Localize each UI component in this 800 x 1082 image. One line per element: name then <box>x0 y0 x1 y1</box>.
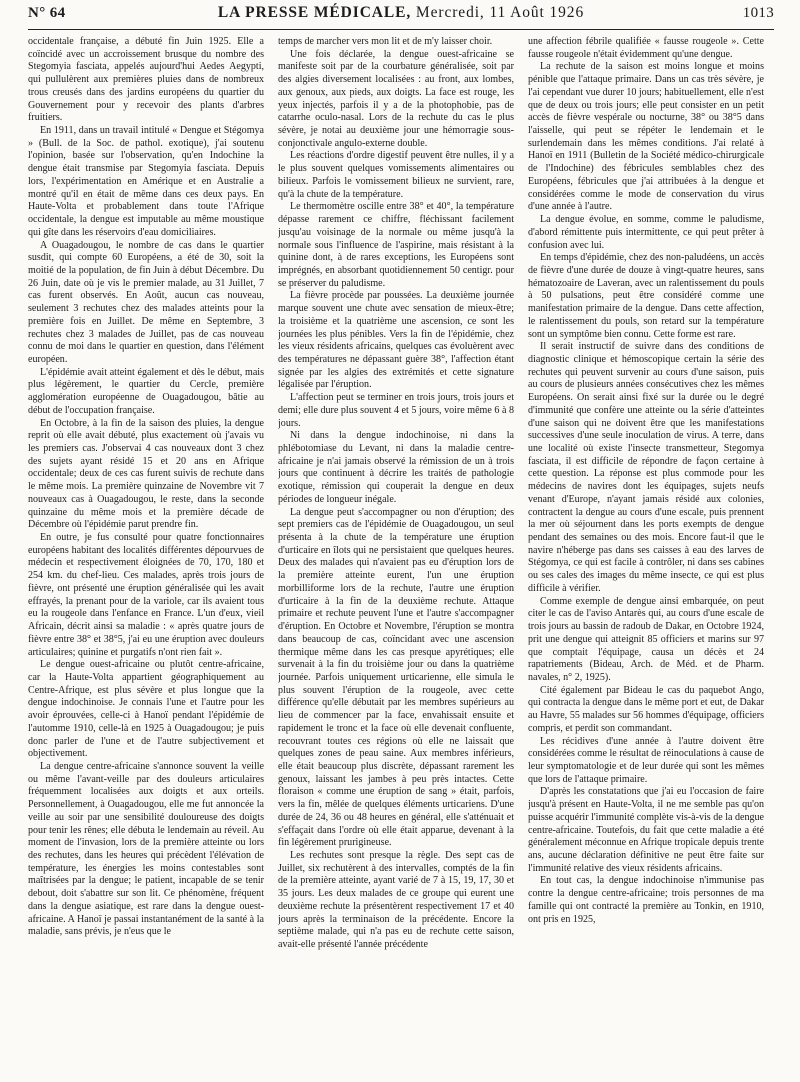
paragraph: L'affection peut se terminer en trois jours, trois jours et demi; elle dure plus souvent 4 et 5 jours, voire même 6 à 8 jours. <box>278 392 514 429</box>
page-number: 1013 <box>742 5 774 21</box>
paragraph: Le dengue ouest-africaine ou plutôt centre-africaine, car la Haute-Volta appartient géographiquement au Centre-Afrique, est plus sévère et plus longue que la dengue indochinoise. Je connais l'une et l'autre pour les avoir éprouvées, celle-ci à Hanoï pendant l'épidémie de l'automme 1910, celle-là en 1925 à Ouagadougou; je puis donc parler de l'une et de l'autre subjectivement et objectivement. <box>28 659 264 760</box>
paragraph: A Ouagadougou, le nombre de cas dans le quartier susdit, qui compte 60 Européens, a été de 30, soit la moitié de la population, de fin Juin à début Décembre. Du 26 Juin, date où je vis le premier malade, au 31 Juillet, 7 cas furent observés. En Août, aucun cas nouveau, seulement 3 rechutes chez des malades atteints pour la première fois en Juillet. De même en Septembre, 3 rechutes chez 3 malades de Juillet, pas de cas nouveau connu de moi dans le quartier en question, dans l'élément européen. <box>28 239 264 365</box>
text-column-1 <box>28 36 264 1076</box>
article-body <box>28 36 774 1076</box>
paragraph: Cité également par Bideau le cas du paquebot Ango, qui contracta la dengue dans le même port et eut, de Dakar au Havre, 55 malades sur 56 hommes d'équipage, officiers compris, et perdit son commandant. <box>528 684 764 734</box>
paragraph: D'après les constatations que j'ai eu l'occasion de faire jusqu'à présent en Haute-Volta, il ne me semble pas qu'on puisse acquérir l'immunité complète vis-à-vis de la dengue centre-africaine. Toutefois, du fait que cette maladie a été généralement méconnue en Afrique tropicale depuis trente ans, aucune déclaration définitive ne peut être faite sur l'immunité relative des vieux résidents africains. <box>528 786 764 874</box>
paragraph: L'épidémie avait atteint également et dès le début, mais plus légèrement, le quartier du Cercle, première agglomération européenne de Ouagadougou, bâtie au début de l'occupation française. <box>28 366 264 416</box>
text-column-2 <box>278 36 514 1076</box>
paragraph: La dengue peut s'accompagner ou non d'éruption; des sept premiers cas de l'épidémie de Ouagadougou, un seul présenta à la chute de la température une éruption d'urticaire en îlots qui ne persistaient que quelques heures. Deux des malades qui n'avaient pas eu d'éruption lors de la première atteinte eurent, l'un une éruption morbilliforme lors de la rechute, l'autre une éruption d'urticaire à la fin de la deuxième rechute. Attaque primaire et rechute peuvent l'une et l'autre s'accompagner d'éruption. En Octobre et Novembre, l'éruption se montra dans beaucoup de cas, coïncidant avec une ascension thermique même dans les cas presque apyrétiques; elle survenait à la fin du troisième jour ou dans la quatrième journée. Parfois uniquement urticarienne, elle simula le plus souvent l'éruption de la rougeole, avec cette différence qu'elle débutait par les membres supérieurs au lieu de commencer par la face, envahissait ensuite et rapidement le tronc et la face où elle devenait confluente, recouvrant toutes ces régions où elle ne laissait que quelques zones de peau saine. Aux membres inférieurs, elle était beaucoup plus discrète, dépassant rarement les genoux, laissant les jambes à peu près intactes. Cette floraison « comme une éruption de sang » était, parfois, vers la fin, mêlée de quelques éléments urticariens. D'une durée de 24, 36 ou 48 heures en général, elle s'atténuait et s'effaçait dans l'ordre où elle était apparue, devenant à la fin légèrement prurigineuse. <box>278 506 514 849</box>
paragraph: Il serait instructif de suivre dans des conditions de diagnostic clinique et hémoscopique certain la série des rechutes qui peuvent survenir au cours d'une saison, puis au cours de plusieurs années consécutives chez les mêmes Européens. On serait ainsi fixé sur la durée ou le degré d'immunité que confère une atteinte ou la série d'atteintes d'une saison qui ne doivent être que les manifestations successives d'une seule inoculation de virus. A terre, dans une localité où existe l'insecte transmetteur, Stegomya fasciata, il est difficile de répondre de façon certaine à cette question. La réponse est plus commode pour les médecins de navires dont les équipages, sujets neufs venant d'Europe, n'ayant jamais résidé aux colonies, contractent la dengue au cours d'une escale, puis prennent la mer où séjournent dans les ports exempts de dengue pendant des semaines ou des mois. Encore faut-il que le navire n'héberge pas dans ses caisses à eau des larves de Stégomya, ce qui est facile à contrôler, ni dans ses cabines ou ses cales des images du même insecte, ce qui est plus difficile à vérifier. <box>528 341 764 594</box>
issue-number: N° 64 <box>28 5 66 21</box>
paragraph: La dengue évolue, en somme, comme le paludisme, d'abord rémittente puis intermittente, ce qui peut prêter à confusion avec lui. <box>528 214 764 251</box>
paragraph: occidentale française, a débuté fin Juin 1925. Elle a coïncidé avec un accroissement brusque du nombre des Stegomyia fasciata, appelés aujourd'hui Aedes Aegypti, qui pullulèrent aux premières pluies dans de nombreux trous creusés dans des jardins européens du quartier du Gouvernement pour y recevoir des plants d'arbres fruitiers. <box>28 36 264 124</box>
paragraph: En outre, je fus consulté pour quatre fonctionnaires européens habitant des localités différentes dépourvues de médecin et respectivement éloignées de 70, 170, 180 et 254 km. du chef-lieu. Ces malades, après trois jours de fièvre, ont présenté une éruption généralisée qui les avait effrayés, la prenant pour de la variole, car ils avaient tous eu la rougeole dans l'enfance en France. L'un d'eux, vieil Africain, décrit ainsi sa maladie : « après quatre jours de fièvre entre 38° et 38°5, j'ai eu une éruption avec douleurs articulaires; quinine et purgatifs n'ont rien fait ». <box>28 532 264 658</box>
text-column-3 <box>528 36 764 1076</box>
paragraph: La fièvre procède par poussées. La deuxième journée marque souvent une chute avec sensation de mieux-être; la troisième et la quatrième une ascension, ce sont les journées les plus pénibles. Vers la fin de l'épidémie, chez les vieux résidents africains, quelques cas évoluèrent avec des températures ne dépassant guère 38°, l'affection étant signée par les algies des extrémités et cette signature légalisée par l'éruption. <box>278 290 514 391</box>
paragraph: En Octobre, à la fin de la saison des pluies, la dengue reprit où elle avait débuté, plus exactement où j'avais vu les premiers cas. J'observai 4 cas nouveaux dont 3 chez des sujets ayant résidé 15 et 20 ans en Afrique occidentale; deux de ces cas furent suivis de rechute dans le même mois. La première quinzaine de Novembre vit 7 nouveaux cas à Ouagadougou, le reste, dans la seconde quinzaine du même mois et la première décade de Décembre où l'épidémie parut prendre fin. <box>28 417 264 531</box>
paragraph: La dengue centre-africaine s'annonce souvent la veille ou même l'avant-veille par des douleurs articulaires fréquemment localisées aux doigts et aux orteils. Personnellement, à Ouagadougou, elle me fut annoncée la veille au soir par une sensibilité douloureuse des doigts pour tenir les rênes; elle débuta le lendemain au réveil. Au moment de l'invasion, lors de la première atteinte ou lors des rechutes, dans les heures qui précèdent l'élévation de température, les énergies les moins contestables sont maîtrisées par la dengue; le patient, incapable de se tenir debout, doit s'abattre sur son lit. Ce phénomène, fréquent dans la dengue asiatique, est rare dans la dengue ouest-africaine. A Hanoï je passai instantanément de la santé à la maladie, sans prévis, je n'eus que le <box>28 760 264 938</box>
paragraph: une affection fébrile qualifiée « fausse rougeole ». Cette fausse rougeole n'était évidemment qu'une dengue. <box>528 36 764 60</box>
paragraph: Une fois déclarée, la dengue ouest-africaine se manifeste soit par de la courbature généralisée, soit par des algies diversement localisées : au front, aux lombes, aux genoux, aux pieds, aux doigts. La face est rouge, les yeux injectés, parfois il y a de la photophobie, pas de catarrhe oculo-nasal. Lors de la rechute du cas le plus sévère, je notai au deuxième jour une hémorragie sous-conjonctivale angulo-externe double. <box>278 48 514 149</box>
issue-date: Mercredi, 11 Août 1926 <box>415 4 585 21</box>
paragraph: En 1911, dans un travail intitulé « Dengue et Stégomya » (Bull. de la Soc. de pathol. exotique), j'ai soutenu l'opinion, basée sur l'observation, qu'en Indochine la dengue était transmise par Stegomyia fasciata. Depuis lors, l'expérimentation en Amérique et en Australie a montré qu'il en était de même dans ces deux pays. En Haute-Volta et probablement dans toute l'Afrique occidentale, la dengue est imputable au même moustique qui gîte dans les réservoirs d'eau domiciliaires. <box>28 125 264 238</box>
running-header <box>28 0 774 30</box>
journal-title-line <box>118 4 684 22</box>
paragraph: Le thermomètre oscille entre 38° et 40°, la température dépasse rarement ce chiffre, fléchissant facilement jusqu'au voisinage de la normale ou même jusqu'à la normale sous l'influence de l'aspirine, mais résistant à la quinine dont, à de rares exceptions, les Européens sont imprégnés, en absorbant quotidiennement 50 centigr. pour se préserver du paludisme. <box>278 201 514 289</box>
paragraph: Les récidives d'une année à l'autre doivent être considérées comme le résultat de réinoculations à cause de leur symptomatologie et de leur durée qui sont les mêmes que lors de l'attaque primaire. <box>528 735 764 785</box>
paragraph: La rechute de la saison est moins longue et moins pénible que l'attaque primaire. Dans un cas très sévère, je l'ai cependant vue durer 10 jours; habituellement, elle n'est que de deux ou trois jours; elle peut consister en un petit accès de fièvre vespérale ou nocturne, 38° ou 38°5 dans l'aisselle, qui peut se répéter le lendemain et le surlendemain dans les mêmes conditions. J'ai relaté à Hanoï en 1911 (Bulletin de la Société médico-chirurgicale de l'Indochine) des fébricules semblables chez des Européens, fébricules que j'ai attribuées à la dengue et considérées comme le mode de conservation du virus d'une année à l'autre. <box>528 61 764 213</box>
paragraph: Les réactions d'ordre digestif peuvent être nulles, il y a le plus souvent quelques vomissements alimentaires ou bilieux. Parfois le vomissement bilieux ne survient, rare, qu'à la chute de la température. <box>278 150 514 200</box>
paragraph: Les rechutes sont presque la règle. Des sept cas de Juillet, six rechutèrent à des intervalles, comptés de la fin de la première atteinte, ayant varié de 7 à 15, 19, 17, 30 et 35 jours. Les deux malades de ce groupe qui eurent une deuxième rechute la présentèrent respectivement 17 et 40 jours après la terminaison de la précédente. Encore la septième malade, qui n'a pas eu de rechute cette saison, avait-elle présenté l'année précédente <box>278 850 514 951</box>
paragraph: En temps d'épidémie, chez des non-paludéens, un accès de fièvre d'une durée de douze à vingt-quatre heures, sans hématozoaire de Laveran, avec un ralentissement du pouls à 50 pulsations, peut être considéré comme une manifestation primaire de la dengue. Dans cette affection, le ralentissement du pouls, son retard sur la température sont un symptôme bien connu. Cette forme est rare. <box>528 252 764 340</box>
paragraph: Comme exemple de dengue ainsi embarquée, on peut citer le cas de l'aviso Antarès qui, au cours d'une escale de trois jours au bassin de radoub de Dakar, en Octobre 1924, prit une dengue qui atteignit 85 officiers et marins sur 97 que comptait l'équipage, causa un décès et 24 rapatriements (Bideau, Arch. de Méd. et de Pharm. navales, n° 2, 1925). <box>528 595 764 683</box>
paragraph: temps de marcher vers mon lit et de m'y laisser choir. <box>278 36 493 47</box>
paragraph: Ni dans la dengue indochinoise, ni dans la phlébotomiase du Levant, ni dans la maladie centre-africaine je n'ai jamais observé la rémission de un à trois jours que continuent à décrire les traités de pathologie exotique, rémission qui couperait la dengue en deux périodes de longueur inégale. <box>278 430 514 505</box>
paragraph: En tout cas, la dengue indochinoise n'immunise pas contre la dengue centre-africaine; trois personnes de ma famille qui ont contracté la première au Tonkin, en 1910, ont pris en 1925, <box>528 875 764 925</box>
journal-name: LA PRESSE MÉDICALE, <box>217 4 412 21</box>
